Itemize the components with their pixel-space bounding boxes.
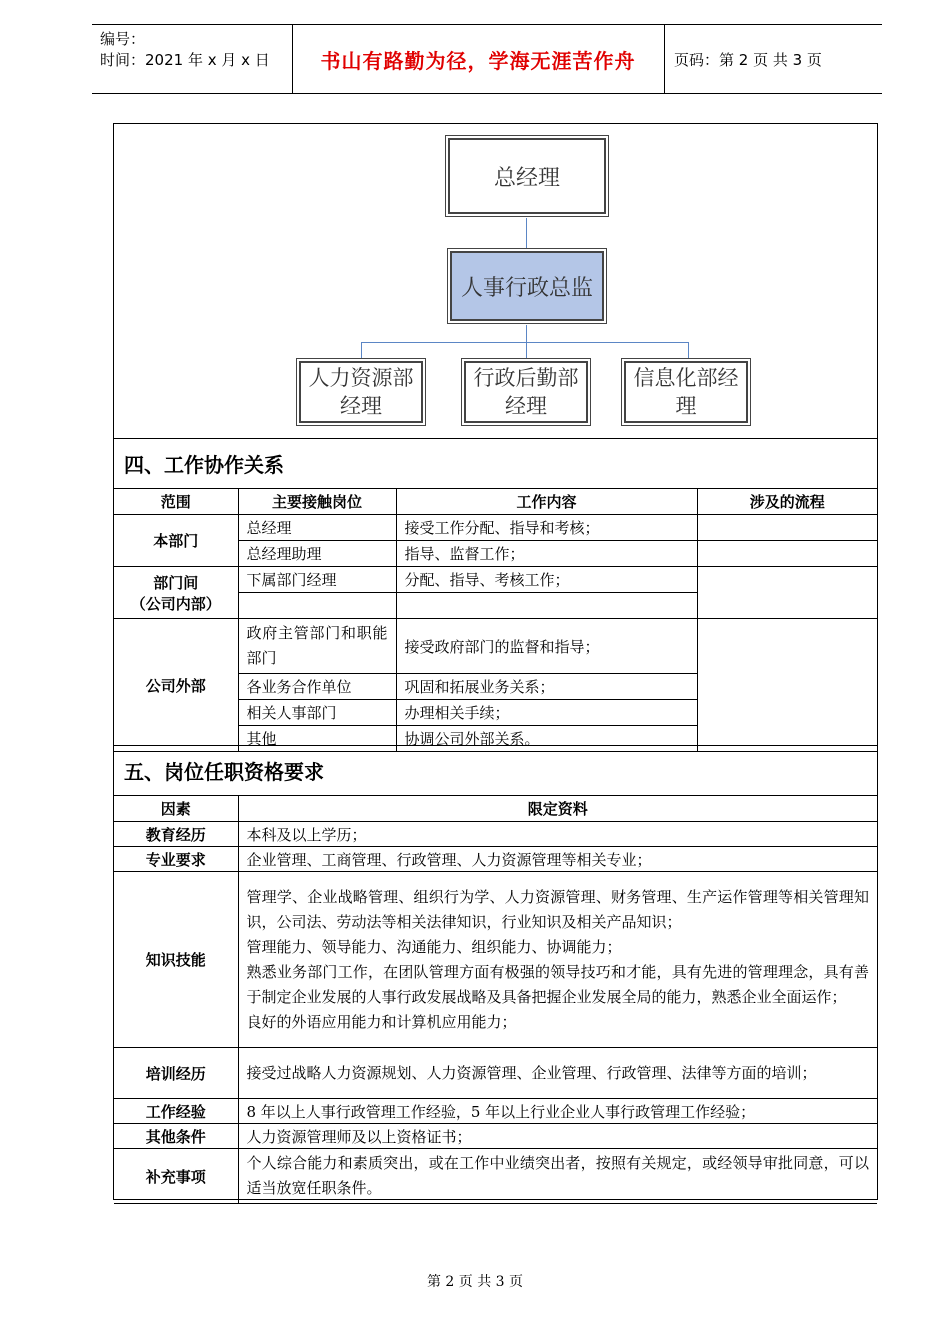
table-header-row xyxy=(114,796,877,822)
factor-label: 工作经验 xyxy=(114,1099,238,1124)
connector-line xyxy=(526,342,527,359)
table-row xyxy=(114,847,877,872)
content-cell: 巩固和拓展业务关系； xyxy=(396,674,697,700)
scope-cell: 公司外部 xyxy=(114,619,238,752)
post-cell: 总经理 xyxy=(238,515,396,541)
table-row xyxy=(114,619,877,674)
header-divider xyxy=(664,25,665,93)
org-node-label: 理 xyxy=(675,394,697,418)
header-time: 时间：2021 年 x 月 x 日 xyxy=(100,51,270,69)
table-row xyxy=(114,822,877,847)
content-cell xyxy=(396,593,697,619)
connector-line xyxy=(526,218,527,249)
factor-label: 补充事项 xyxy=(114,1149,238,1204)
org-node-label: 经理 xyxy=(505,394,547,418)
org-node-hr-manager xyxy=(299,361,423,423)
knowledge-line: 熟悉业务部门工作，在团队管理方面有极强的领导技巧和才能，具有先进的管理理念，具有善于制定企业发展的人事行政发展战略及具备把握企业发展全局的能力，熟悉企业全面运作； xyxy=(246,962,869,1006)
factor-text: 8 年以上人事行政管理工作经验，5 年以上行业企业人事行政管理工作经验； xyxy=(238,1099,877,1124)
org-node-label: 人事行政总监 xyxy=(460,275,593,301)
content-cell: 接受工作分配、指导和考核； xyxy=(396,515,697,541)
org-node-label: 经理 xyxy=(340,394,382,418)
factor-label: 知识技能 xyxy=(114,872,238,1048)
column-header: 主要接触岗位 xyxy=(238,489,396,515)
table-row xyxy=(114,515,877,541)
org-node-label: 人力资源部 xyxy=(308,366,414,390)
table-row xyxy=(114,1149,877,1204)
org-node-hr-admin-director xyxy=(450,251,604,321)
process-cell xyxy=(697,515,877,541)
table-row xyxy=(114,567,877,593)
scope-label: 部门间 xyxy=(153,573,199,592)
document-table-frame xyxy=(113,123,878,1200)
factor-label: 教育经历 xyxy=(114,822,238,847)
connector-line xyxy=(361,342,362,359)
column-header: 工作内容 xyxy=(396,489,697,515)
factor-text xyxy=(238,872,877,1048)
section-title: 四、工作协作关系 xyxy=(114,438,877,488)
factor-label: 专业要求 xyxy=(114,847,238,872)
collaboration-table xyxy=(114,488,877,752)
section-title: 五、岗位任职资格要求 xyxy=(114,745,877,795)
factor-text: 个人综合能力和素质突出，或在工作中业绩突出者，按照有关规定，或经领导审批同意，可以适当放宽任职条件。 xyxy=(238,1149,877,1204)
post-cell: 相关人事部门 xyxy=(238,700,396,726)
header-page-number: 页码：第 2 页 共 3 页 xyxy=(674,50,822,69)
org-node-it-manager xyxy=(624,361,748,423)
org-node-label: 信息化部经 xyxy=(633,366,739,390)
column-header: 限定资料 xyxy=(238,796,877,822)
org-node-admin-logistics-manager xyxy=(464,361,588,423)
content-cell: 协调公司外部关系。 xyxy=(396,726,697,752)
content-cell: 接受政府部门的监督和指导； xyxy=(396,619,697,674)
post-cell: 其他 xyxy=(238,726,396,752)
factor-text: 企业管理、工商管理、行政管理、人力资源管理等相关专业； xyxy=(238,847,877,872)
factor-text: 人力资源管理师及以上资格证书； xyxy=(238,1124,877,1149)
process-cell xyxy=(697,619,877,752)
factor-text: 本科及以上学历； xyxy=(238,822,877,847)
table-row xyxy=(114,1048,877,1099)
post-cell: 各业务合作单位 xyxy=(238,674,396,700)
post-cell: 总经理助理 xyxy=(238,541,396,567)
knowledge-line: 管理学、企业战略管理、组织行为学、人力资源管理、财务管理、生产运作管理等相关管理知识，公司法、劳动法等相关法律知识，行业知识及相关产品知识； xyxy=(246,887,869,931)
factor-label: 培训经历 xyxy=(114,1048,238,1099)
org-node-label: 总经理 xyxy=(493,165,560,191)
qualification-table xyxy=(114,795,877,1204)
process-cell xyxy=(697,541,877,567)
org-node-label: 行政后勤部 xyxy=(473,366,579,390)
content-cell: 分配、指导、考核工作； xyxy=(396,567,697,593)
header-motto: 书山有路勤为径，学海无涯苦作舟 xyxy=(320,48,636,73)
table-row xyxy=(114,872,877,1048)
knowledge-line: 管理能力、领导能力、沟通能力、组织能力、协调能力； xyxy=(246,937,622,956)
content-cell: 办理相关手续； xyxy=(396,700,697,726)
post-cell: 下属部门经理 xyxy=(238,567,396,593)
column-header: 涉及的流程 xyxy=(697,489,877,515)
scope-cell xyxy=(114,567,238,619)
header-number: 编号： xyxy=(100,30,146,48)
org-node-general-manager xyxy=(448,138,606,214)
connector-line xyxy=(526,325,527,342)
connector-line xyxy=(688,342,689,359)
knowledge-line: 良好的外语应用能力和计算机应用能力； xyxy=(246,1012,517,1031)
column-header: 因素 xyxy=(114,796,238,822)
connector-line xyxy=(361,342,688,343)
process-cell xyxy=(697,567,877,619)
factor-label: 其他条件 xyxy=(114,1124,238,1149)
scope-cell: 本部门 xyxy=(114,515,238,567)
post-cell xyxy=(238,593,396,619)
table-row xyxy=(114,1124,877,1149)
content-cell: 指导、监督工作； xyxy=(396,541,697,567)
column-header: 范围 xyxy=(114,489,238,515)
page-header xyxy=(92,24,882,94)
scope-label: （公司内部） xyxy=(130,594,221,613)
header-meta xyxy=(100,29,290,71)
table-header-row xyxy=(114,489,877,515)
post-cell: 政府主管部门和职能部门 xyxy=(238,619,396,674)
org-chart xyxy=(114,124,877,438)
table-row xyxy=(114,1099,877,1124)
factor-text: 接受过战略人力资源规划、人力资源管理、企业管理、行政管理、法律等方面的培训； xyxy=(238,1048,877,1099)
page-footer: 第 2 页 共 3 页 xyxy=(426,1274,524,1290)
